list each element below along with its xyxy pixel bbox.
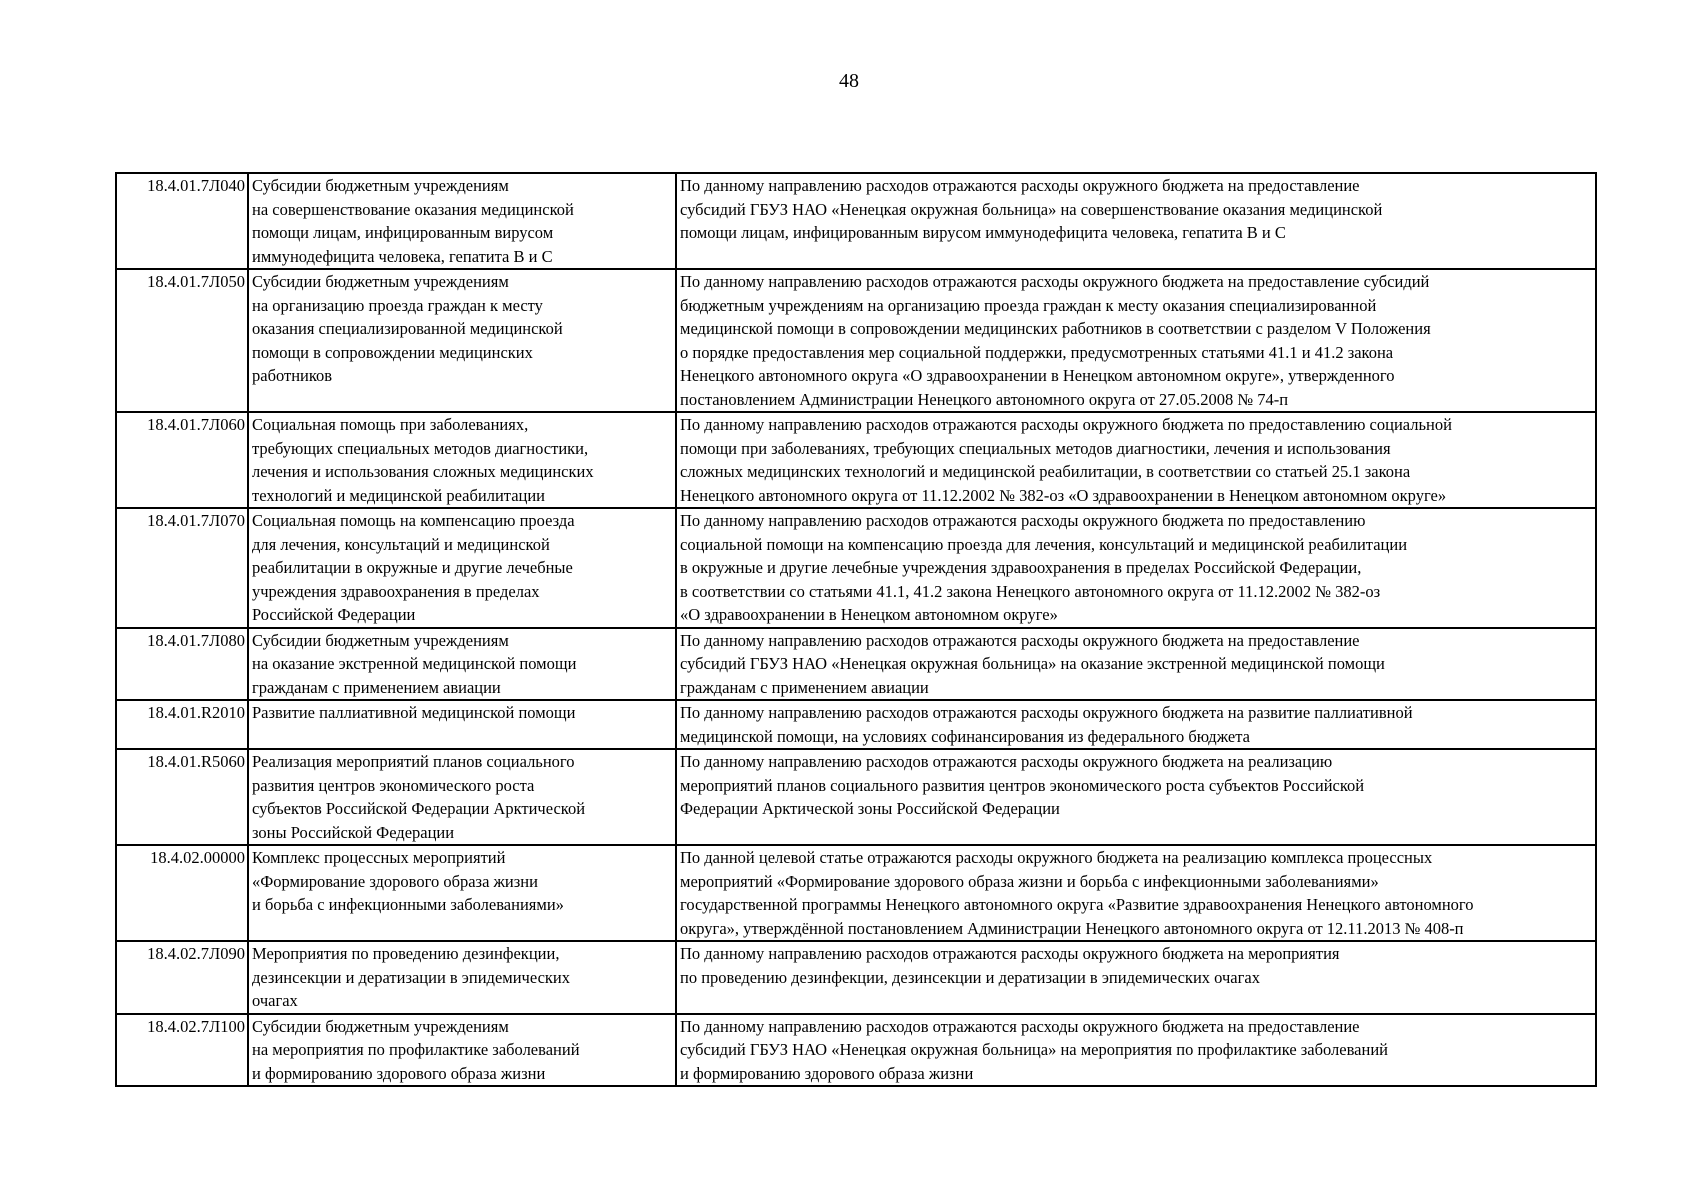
name-line: Субсидии бюджетным учреждениям	[252, 1016, 509, 1036]
target-article-code: 18.4.01.7Л060	[116, 412, 248, 508]
name-line: Мероприятия по проведению дезинфекции,	[252, 944, 560, 963]
target-article-code: 18.4.01.7Л050	[116, 269, 248, 412]
expense-direction-description	[676, 749, 1596, 845]
name-line: на совершенствование оказания медицинской	[252, 199, 574, 219]
name-line: и борьба с инфекционными заболеваниями»	[252, 895, 564, 914]
description-line: помощи при заболеваниях, требующих специальных методов диагностики, лечения и использования	[680, 438, 1391, 458]
description-line: Ненецкого автономного округа «О здравоохранении в Ненецком автономном округе», утвержденного	[680, 366, 1395, 385]
table-row	[116, 700, 1596, 749]
name-line: Реализация мероприятий планов социального	[252, 752, 575, 771]
name-line: Субсидии бюджетным учреждениям	[252, 630, 509, 650]
name-line: Субсидии бюджетным учреждениям	[252, 272, 509, 291]
name-line: работников	[252, 366, 333, 385]
page-number: 48	[839, 70, 859, 92]
description-line: По данному направлению расходов отражаются расходы окружного бюджета на предоставление	[680, 176, 1360, 195]
description-line: По данному направлению расходов отражаются расходы окружного бюджета на предоставление	[680, 630, 1360, 650]
expense-direction-description	[676, 845, 1596, 941]
description-line: постановлением Администрации Ненецкого автономного округа от 27.05.2008 № 74-п	[680, 389, 1289, 409]
name-line: реабилитации в окружные и другие лечебные	[252, 558, 573, 577]
name-line: на мероприятия по профилактике заболеваний	[252, 1040, 580, 1059]
name-line: Комплекс процессных мероприятий	[252, 848, 506, 867]
table-row	[116, 508, 1596, 628]
table-row	[116, 845, 1596, 941]
expense-direction-name	[248, 412, 676, 508]
name-line: на оказание экстренной медицинской помощи	[252, 654, 577, 673]
target-article-code: 18.4.02.00000	[116, 845, 248, 941]
expense-direction-description	[676, 173, 1596, 269]
description-line: медицинской помощи в сопровождении медицинских работников в соответствии с разделом V Положения	[680, 319, 1431, 338]
description-line: помощи лицам, инфицированным вирусом иммунодефицита человека, гепатита В и С	[680, 223, 1286, 242]
expense-direction-description	[676, 508, 1596, 628]
description-line: о порядке предоставления мер социальной поддержки, предусмотренных статьями 41.1 и 41.2 закона	[680, 342, 1394, 362]
target-article-code: 18.4.01.7Л040	[116, 173, 248, 269]
description-line: социальной помощи на компенсацию проезда для лечения, консультаций и медицинской реабилитации	[680, 534, 1408, 554]
table-row	[116, 269, 1596, 412]
description-line: и формированию здорового образа жизни	[680, 1063, 974, 1083]
table-row	[116, 412, 1596, 508]
name-line: Социальная помощь на компенсацию проезда	[252, 511, 575, 530]
name-line: субъектов Российской Федерации Арктической	[252, 799, 586, 818]
name-line: Социальная помощь при заболеваниях,	[252, 415, 529, 434]
expense-direction-description	[676, 628, 1596, 701]
description-line: По данному направлению расходов отражаются расходы окружного бюджета на предоставление	[680, 1016, 1360, 1036]
name-line: на организацию проезда граждан к месту	[252, 295, 543, 315]
name-line: оказания специализированной медицинской	[252, 319, 563, 338]
description-line: сложных медицинских технологий и медицинской реабилитации, в соответствии со статьей 25.1 закона	[680, 462, 1411, 481]
table-row	[116, 749, 1596, 845]
description-line: Ненецкого автономного округа от 11.12.2002 № 382-оз «О здравоохранении в Ненецком автономном округе»	[680, 485, 1447, 505]
description-line: По данному направлению расходов отражаются расходы окружного бюджета по предоставлению социальной	[680, 415, 1452, 434]
name-line: помощи в сопровождении медицинских	[252, 342, 533, 362]
name-line: помощи лицам, инфицированным вирусом	[252, 223, 554, 242]
description-line: субсидий ГБУЗ НАО «Ненецкая окружная больница» на мероприятия по профилактике заболеваний	[680, 1040, 1388, 1059]
expense-direction-name	[248, 749, 676, 845]
description-line: По данному направлению расходов отражаются расходы окружного бюджета на предоставление субсидий	[680, 272, 1430, 291]
expense-direction-description	[676, 412, 1596, 508]
name-line: лечения и использования сложных медицинских	[252, 462, 594, 481]
description-line: По данной целевой статье отражаются расходы окружного бюджета на реализацию комплекса процессных	[680, 848, 1433, 867]
name-line: для лечения, консультаций и медицинской	[252, 534, 550, 554]
table-row	[116, 941, 1596, 1014]
description-line: мероприятий планов социального развития центров экономического роста субъектов Российской	[680, 775, 1365, 795]
target-article-code: 18.4.01.R2010	[116, 700, 248, 749]
name-line: учреждения здравоохранения в пределах	[252, 581, 540, 601]
target-article-code: 18.4.01.7Л080	[116, 628, 248, 701]
table-row	[116, 173, 1596, 269]
expense-direction-description	[676, 269, 1596, 412]
expense-direction-name	[248, 1014, 676, 1087]
name-line: очагах	[252, 991, 298, 1010]
description-line: субсидий ГБУЗ НАО «Ненецкая окружная больница» на совершенствование оказания медицинской	[680, 199, 1383, 219]
expense-direction-name	[248, 700, 676, 749]
target-article-code: 18.4.02.7Л090	[116, 941, 248, 1014]
target-article-code: 18.4.02.7Л100	[116, 1014, 248, 1087]
expense-direction-description	[676, 1014, 1596, 1087]
expense-direction-name	[248, 628, 676, 701]
name-line: Субсидии бюджетным учреждениям	[252, 176, 509, 195]
name-line: технологий и медицинской реабилитации	[252, 485, 546, 505]
table-row	[116, 628, 1596, 701]
table-row	[116, 1014, 1596, 1087]
name-line: требующих специальных методов диагностики,	[252, 438, 589, 458]
name-line: зоны Российской Федерации	[252, 822, 455, 842]
name-line: Российской Федерации	[252, 605, 416, 624]
description-line: Федерации Арктической зоны Российской Федерации	[680, 799, 1060, 818]
description-line: в окружные и другие лечебные учреждения здравоохранения в пределах Российской Федерации,	[680, 558, 1362, 577]
description-line: в соответствии со статьями 41.1, 41.2 закона Ненецкого автономного округа от 11.12.2002 № 382-оз	[680, 581, 1381, 601]
name-line: «Формирование здорового образа жизни	[252, 871, 538, 891]
description-line: медицинской помощи, на условиях софинансирования из федерального бюджета	[680, 726, 1250, 746]
description-line: по проведению дезинфекции, дезинсекции и дератизации в эпидемических очагах	[680, 967, 1260, 987]
description-line: округа», утверждённой постановлением Администрации Ненецкого автономного округа от 12.11.2013 № 408-п	[680, 918, 1464, 938]
description-line: По данному направлению расходов отражаются расходы окружного бюджета на мероприятия	[680, 944, 1340, 963]
description-line: гражданам с применением авиации	[680, 677, 929, 697]
target-article-code: 18.4.01.7Л070	[116, 508, 248, 628]
name-line: дезинсекции и дератизации в эпидемических	[252, 967, 570, 987]
name-line: иммунодефицита человека, гепатита В и С	[252, 246, 553, 266]
description-line: По данному направлению расходов отражаются расходы окружного бюджета на реализацию	[680, 752, 1333, 771]
expense-direction-name	[248, 941, 676, 1014]
expense-direction-name	[248, 173, 676, 269]
name-line: гражданам с применением авиации	[252, 677, 501, 697]
target-article-code: 18.4.01.R5060	[116, 749, 248, 845]
description-line: мероприятий «Формирование здорового образа жизни и борьба с инфекционными заболеваниями»	[680, 871, 1379, 891]
name-line: развития центров экономического роста	[252, 775, 535, 795]
budget-classification-table	[115, 172, 1597, 1087]
description-line: бюджетным учреждениям на организацию проезда граждан к месту оказания специализированной	[680, 295, 1377, 315]
expense-direction-name	[248, 269, 676, 412]
expense-direction-description	[676, 700, 1596, 749]
description-line: «О здравоохранении в Ненецком автономном округе»	[680, 605, 1058, 624]
description-line: По данному направлению расходов отражаются расходы окружного бюджета на развитие паллиативной	[680, 703, 1413, 722]
expense-direction-name	[248, 508, 676, 628]
expense-direction-name	[248, 845, 676, 941]
description-line: субсидий ГБУЗ НАО «Ненецкая окружная больница» на оказание экстренной медицинской помощи	[680, 654, 1385, 673]
expense-direction-description	[676, 941, 1596, 1014]
description-line: По данному направлению расходов отражаются расходы окружного бюджета по предоставлению	[680, 511, 1366, 530]
name-line: и формированию здорового образа жизни	[252, 1063, 546, 1083]
description-line: государственной программы Ненецкого автономного округа «Развитие здравоохранения Ненецкого автономного	[680, 895, 1474, 914]
table-body	[116, 173, 1596, 1086]
name-line: Развитие паллиативной медицинской помощи	[252, 703, 576, 722]
